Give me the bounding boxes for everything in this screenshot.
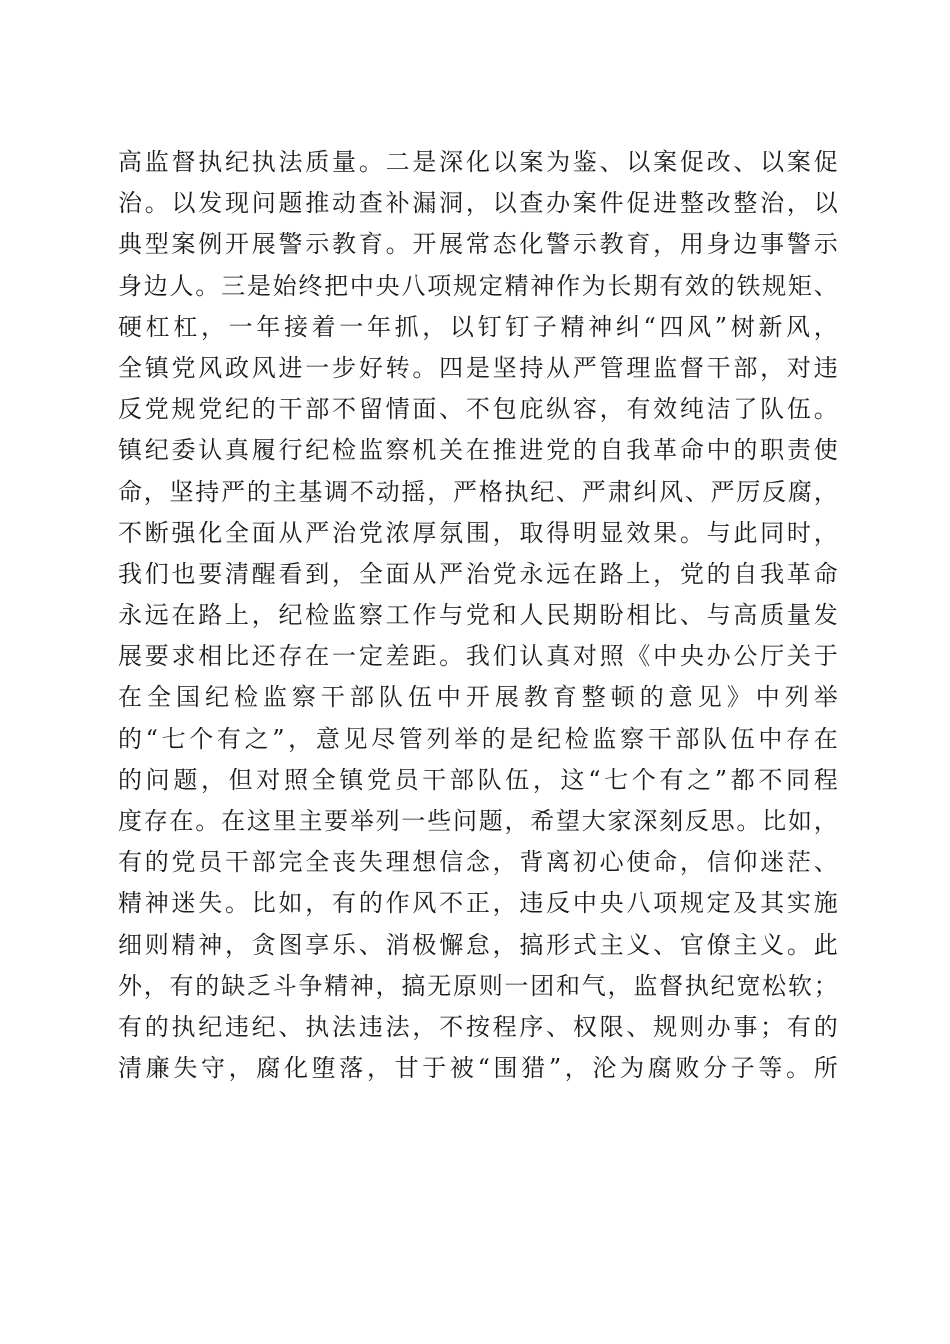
text-line: 全镇党风政风进一步好转。四是坚持从严管理监督干部，对违	[118, 353, 838, 382]
text-line: 细则精神，贪图享乐、消极懈怠，搞形式主义、官僚主义。此	[118, 930, 838, 959]
text-line: 高监督执纪执法质量。二是深化以案为鉴、以案促改、以案促	[118, 148, 838, 176]
body-paragraph	[118, 142, 838, 1089]
text-line: 的问题，但对照全镇党员干部队伍，这“七个有之”都不同程	[118, 765, 838, 794]
text-line: 反党规党纪的干部不留情面、不包庇纵容，有效纯洁了队伍。	[118, 395, 838, 424]
text-line: 精神迷失。比如，有的作风不正，违反中央八项规定及其实施	[118, 889, 838, 918]
text-line: 的“七个有之”，意见尽管列举的是纪检监察干部队伍中存在	[118, 724, 838, 753]
text-line: 镇纪委认真履行纪检监察机关在推进党的自我革命中的职责使	[118, 436, 838, 465]
text-line: 命，坚持严的主基调不动摇，严格执纪、严肃纠风、严厉反腐，	[118, 477, 838, 506]
text-line: 外，有的缺乏斗争精神，搞无原则一团和气，监督执纪宽松软；	[118, 971, 838, 1000]
text-line: 永远在路上，纪检监察工作与党和人民期盼相比、与高质量发	[118, 601, 838, 630]
text-line: 不断强化全面从严治党浓厚氛围，取得明显效果。与此同时，	[118, 518, 838, 547]
text-line: 清廉失守，腐化堕落，甘于被“围猎”，沦为腐败分子等。所	[118, 1054, 838, 1083]
text-line: 有的党员干部完全丧失理想信念，背离初心使命，信仰迷茫、	[118, 848, 838, 877]
text-line: 典型案例开展警示教育。开展常态化警示教育，用身边事警示	[118, 230, 838, 259]
text-line: 我们也要清醒看到，全面从严治党永远在路上，党的自我革命	[118, 559, 838, 588]
text-line: 展要求相比还存在一定差距。我们认真对照《中央办公厅关于	[118, 642, 838, 671]
text-line: 度存在。在这里主要举列一些问题，希望大家深刻反思。比如，	[118, 807, 838, 835]
text-line: 硬杠杠，一年接着一年抓，以钉钉子精神纠“四风”树新风，	[118, 312, 838, 341]
text-line: 治。以发现问题推动查补漏洞，以查办案件促进整改整治，以	[118, 189, 838, 218]
text-line: 在全国纪检监察干部队伍中开展教育整顿的意见》中列举	[118, 683, 838, 712]
text-line: 有的执纪违纪、执法违法，不按程序、权限、规则办事；有的	[118, 1012, 838, 1041]
text-line: 身边人。三是始终把中央八项规定精神作为长期有效的铁规矩、	[118, 271, 838, 300]
